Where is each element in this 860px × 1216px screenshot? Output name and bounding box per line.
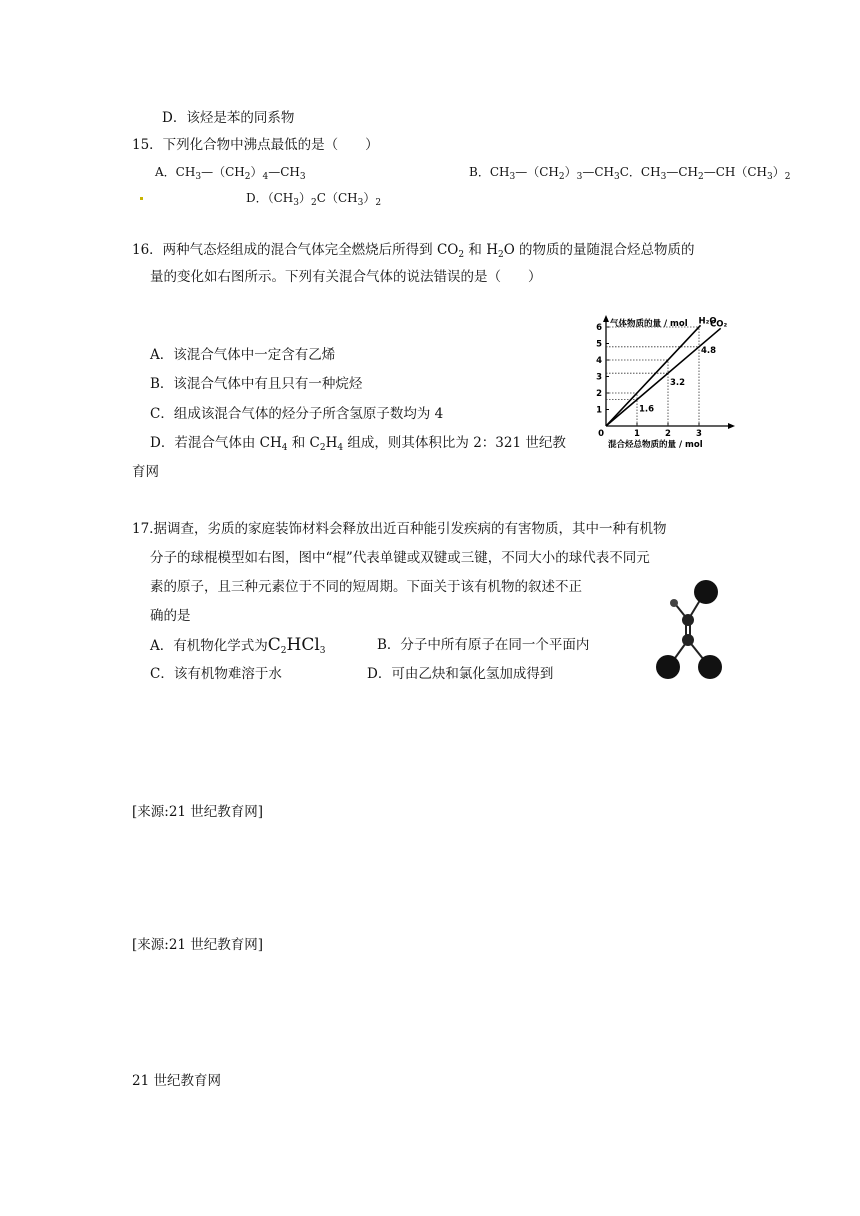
y-tick-label: 1 (596, 405, 602, 416)
data-label: 4.8 (701, 345, 717, 356)
q16-option-d: D．若混合气体由 $CH_4$ 和 $C_2H_4$ 组成，则其体积比为 2：321 世纪教 (150, 435, 566, 453)
q16-option-d-cont: 育网 (132, 464, 159, 480)
y-tick-label: 2 (596, 389, 602, 399)
c-atom-lower (682, 634, 694, 646)
q16-option-a: A．该混合气体中一定含有乙烯 (150, 347, 336, 363)
stray-dot (140, 197, 143, 200)
q17-stem-line1: 17.据调查，劣质的家庭装饰材料会释放出近百种能引发疾病的有害物质，其中一种有机物 (132, 521, 667, 537)
ball-stick-model (650, 578, 730, 688)
q15-option-d: D．$(CH_3)_2C(CH_3)_2$ (246, 191, 382, 208)
q16-chart (592, 312, 742, 452)
q17-option-b: B．分子中所有原子在同一个平面内 (377, 637, 590, 653)
y-tick-label: 3 (596, 372, 602, 383)
cl-atom-left (656, 655, 680, 679)
data-label: 1.6 (639, 404, 655, 415)
q15-stem: 15．下列化合物中沸点最低的是（ ） (132, 137, 379, 153)
y-tick-label: 6 (596, 323, 602, 333)
y-tick-label: 4 (596, 356, 602, 366)
series-label-h2o: H₂O (698, 316, 717, 327)
x-tick-label: 0 (598, 429, 604, 439)
q17-option-c: C．该有机物难溶于水 (150, 666, 282, 682)
h-atom (670, 599, 678, 607)
x-tick-label: 1 (634, 429, 640, 439)
x-tick-label: 3 (696, 429, 702, 439)
cl-atom-right (698, 655, 722, 679)
source-note-2: [来源:21 世纪教育网] (132, 937, 264, 953)
x-axis-label: 混合烃总物质的量 / mol (608, 440, 703, 450)
y-axis-label: 气体物质的量 / mol (610, 319, 688, 329)
q16-stem-line2: 量的变化如右图所示。下列有关混合气体的说法错误的是（ ） (150, 269, 542, 285)
source-note-1: [来源:21 世纪教育网] (132, 804, 264, 820)
q17-stem-line2: 分子的球棍模型如右图，图中“棍”代表单键或双键或三键，不同大小的球代表不同元 (150, 550, 650, 566)
q15-option-a: A．$CH_3—(CH_2)_4—CH_3$ (155, 165, 306, 182)
q16-option-c: C．组成该混合气体的烃分子所含氢原子数均为 4 (150, 406, 444, 422)
q17-option-a: A．有机物化学式为$C_2HCl_3$ (150, 635, 326, 656)
q17-stem-line4: 确的是 (150, 608, 191, 624)
q15-option-b-c: B．$CH_3—(CH_2)_3—CH_3C$．$CH_3—CH_2—CH(CH_3)_2$ (469, 165, 791, 182)
data-label: 3.2 (670, 378, 686, 389)
series-label-co2: CO₂ (710, 319, 728, 330)
q14-option-d: D．该烃是苯的同系物 (162, 110, 295, 126)
x-tick-label: 2 (665, 429, 671, 439)
q16-stem-line1: 16．两种气态烃组成的混合气体完全燃烧后所得到 $CO_2$ 和 $H_2O$ 的物质的量随混合烃总物质的 (132, 242, 695, 260)
footer-note: 21 世纪教育网 (132, 1073, 221, 1089)
series-line-co2 (606, 328, 721, 426)
q17-option-d: D．可由乙炔和氯化氢加成得到 (367, 666, 554, 682)
q16-option-b: B．该混合气体中有且只有一种烷烃 (150, 376, 363, 392)
c-atom-upper (682, 614, 694, 626)
q17-stem-line3: 素的原子，且三种元素位于不同的短周期。下面关于该有机物的叙述不正 (150, 579, 582, 595)
cl-atom-top (694, 580, 718, 604)
y-tick-label: 5 (596, 339, 602, 350)
